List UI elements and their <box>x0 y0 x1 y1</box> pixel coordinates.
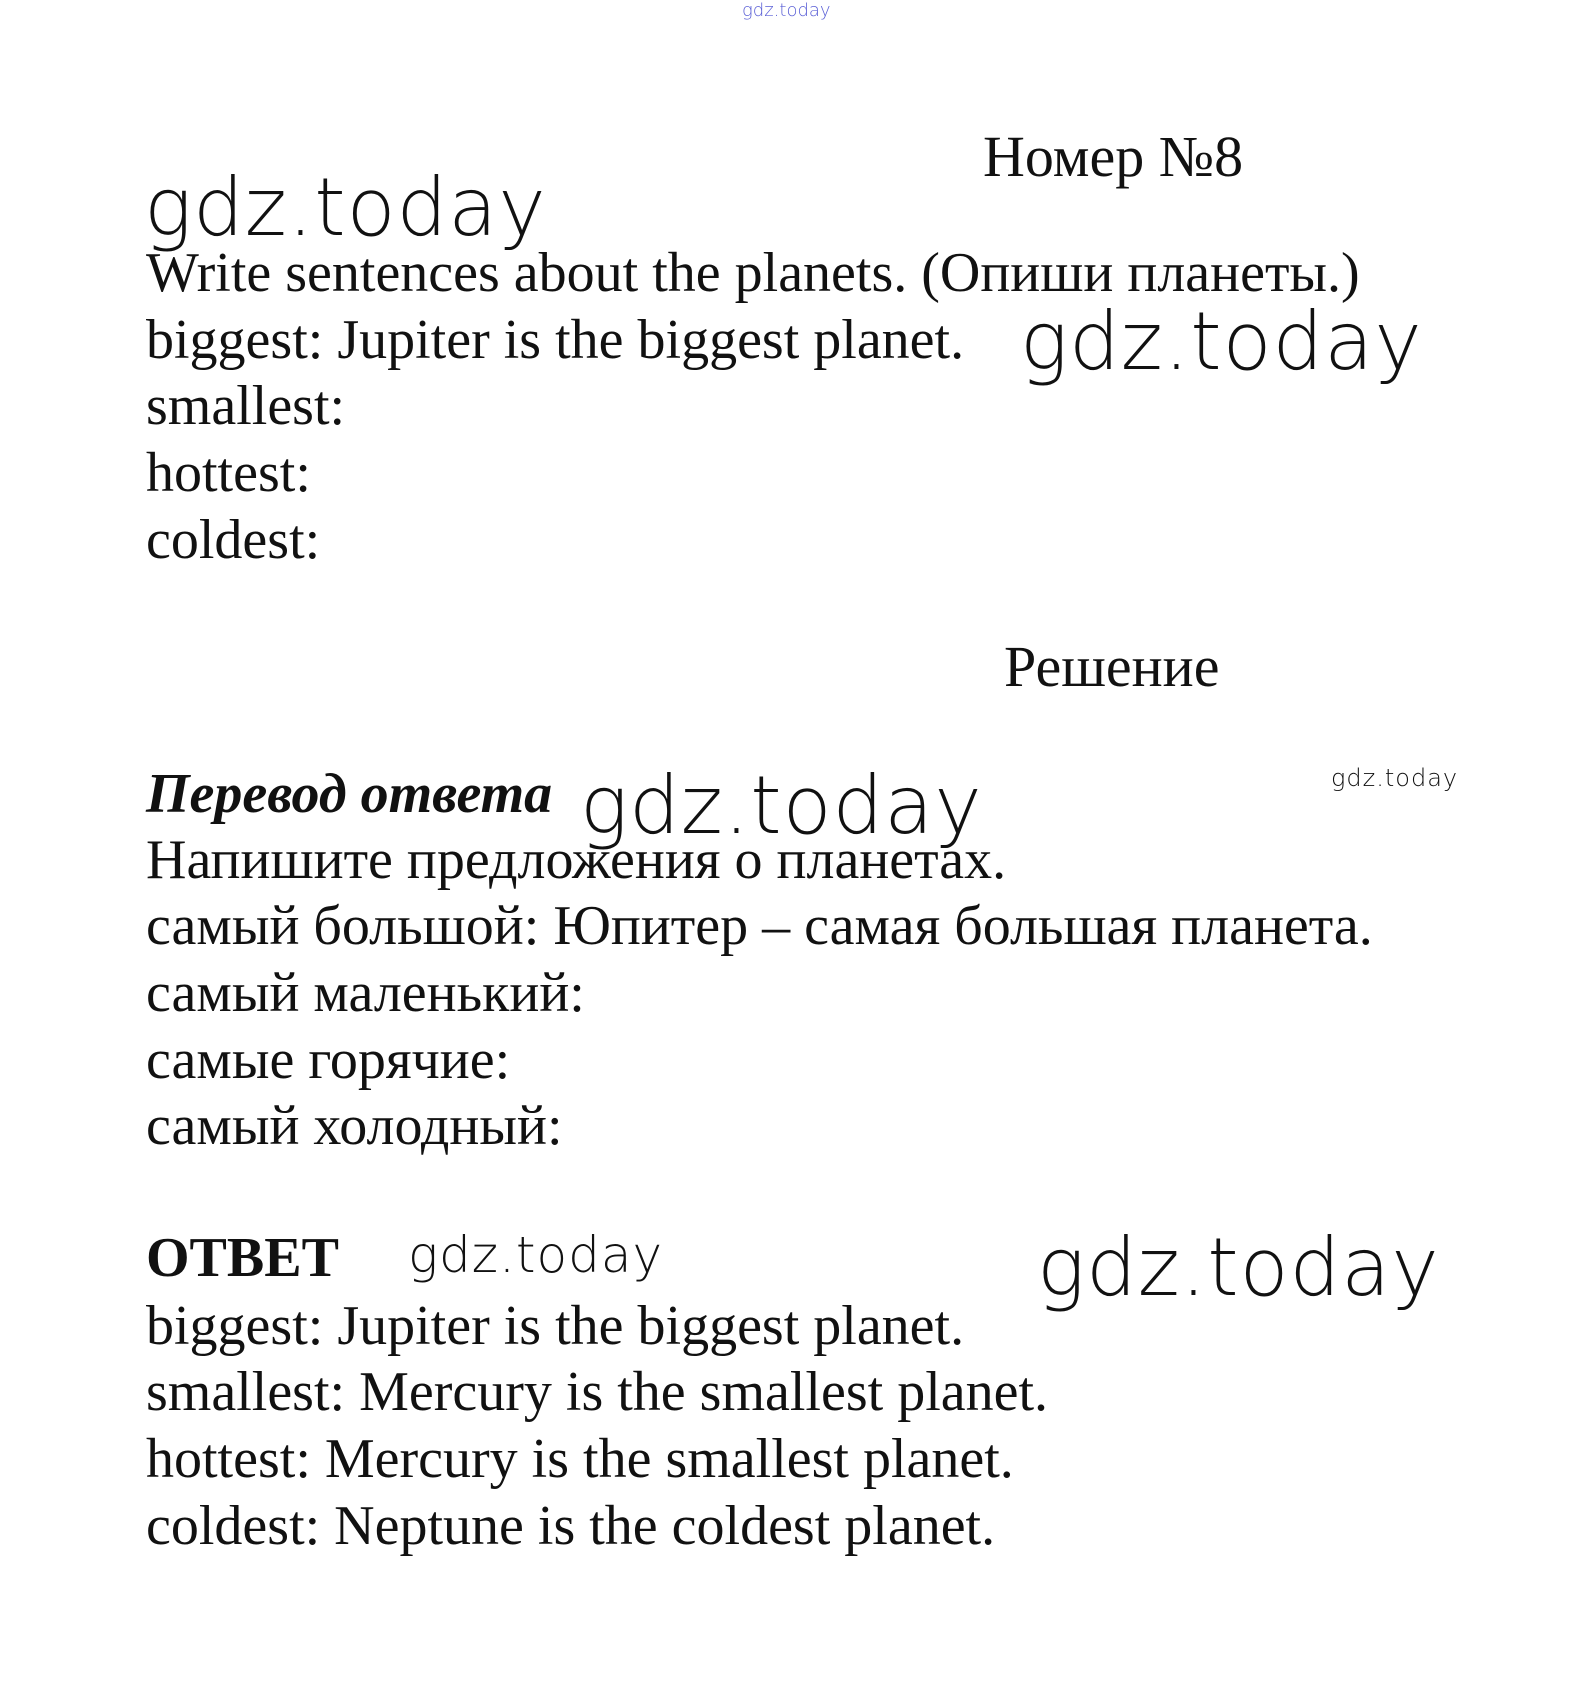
translation-line: самый маленький: <box>146 962 585 1024</box>
watermark-top: gdz.today <box>742 0 831 21</box>
task-line-smallest: smallest: <box>146 375 346 437</box>
watermark-small: gdz.today <box>1331 764 1459 792</box>
task-line-coldest: coldest: <box>146 509 321 571</box>
solution-title: Решение <box>1004 634 1220 699</box>
watermark: gdz.today <box>408 1226 664 1284</box>
answer-line-coldest: coldest: Neptune is the coldest planet. <box>146 1495 996 1557</box>
answer-heading: ОТВЕТ <box>146 1227 339 1289</box>
watermark: gdz.today <box>1020 295 1423 388</box>
task-line-biggest: biggest: Jupiter is the biggest planet. <box>146 309 965 371</box>
translation-line: самый большой: Юпитер – самая большая планета. <box>146 895 1373 957</box>
task-line-hottest: hottest: <box>146 442 311 504</box>
task-number-title: Номер №8 <box>983 124 1244 189</box>
answer-line-biggest: biggest: Jupiter is the biggest planet. <box>146 1295 965 1357</box>
translation-line: самый холодный: <box>146 1095 563 1157</box>
watermark: gdz.today <box>1037 1221 1440 1314</box>
task-instruction: Write sentences about the planets. (Опиши планеты.) <box>146 242 1360 304</box>
answer-line-smallest: smallest: Mercury is the smallest planet. <box>146 1361 1049 1423</box>
watermark: gdz.today <box>144 161 547 254</box>
watermark: gdz.today <box>580 759 983 852</box>
translation-line: Напишите предложения о планетах. <box>146 829 1007 891</box>
translation-heading: Перевод ответа <box>146 763 553 825</box>
answer-line-hottest: hottest: Mercury is the smallest planet. <box>146 1428 1014 1490</box>
translation-line: самые горячие: <box>146 1029 511 1091</box>
